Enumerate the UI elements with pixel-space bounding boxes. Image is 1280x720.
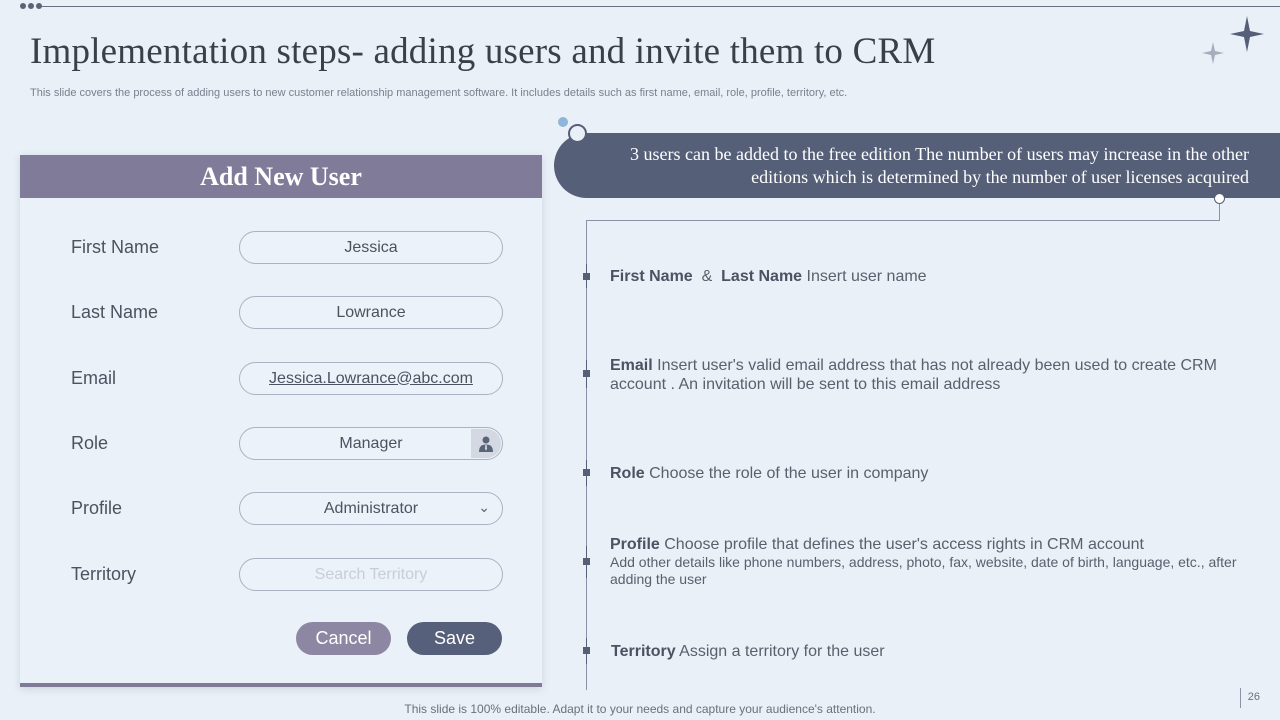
email-input[interactable] [239,362,503,395]
role-label: Role [71,433,109,453]
step-name-text: Insert user name [802,268,927,285]
cancel-button[interactable]: Cancel [296,622,391,655]
add-user-form [20,155,542,687]
top-dots [20,3,42,9]
step-name-joiner: & [692,268,722,285]
step-territory [611,642,1251,661]
timeline-top-line [586,220,1220,221]
first-name-value: Jessica [344,238,398,256]
step-profile-extra: Add other details like phone numbers, address, photo, fax, website, date of birth, language, etc., after adding the user [610,554,1237,587]
step-email-text: Insert user's valid email address that has not already been used to create CRM account . An invitation will be sent to this email address [610,357,1217,393]
page-number: 26 [1240,688,1280,708]
step-territory-text: Assign a territory for the user [675,643,885,660]
email-label: Email [71,368,117,388]
first-name-input[interactable] [239,231,503,264]
last-name-input[interactable] [239,296,503,329]
top-rule [40,6,1280,7]
save-button[interactable]: Save [407,622,502,655]
role-input[interactable] [239,427,503,460]
step-name-label-2: Last Name [721,268,803,285]
first-name-row [20,231,542,265]
timeline-marker [583,273,590,280]
step-role [610,464,1250,483]
first-name-label: First Name [71,237,160,257]
step-name [610,267,1250,286]
profile-value: Administrator [323,499,419,517]
slide-subtitle: This slide covers the process of adding users to new customer relationship management software. It includes details such as first name, email, role, profile, territory, etc. [30,87,848,99]
user-icon[interactable] [471,429,501,458]
slide-title: Implementation steps- adding users and invite them to CRM [30,31,936,72]
step-role-label: Role [610,465,645,482]
decor-dot [558,117,568,127]
email-value: Jessica.Lowrance@abc.com [269,369,473,387]
territory-input[interactable] [240,566,502,584]
territory-label: Territory [71,564,137,584]
form-header: Add New User [20,155,542,198]
timeline-marker [583,558,590,565]
decor-ring [568,124,587,143]
territory-row [20,558,542,592]
timeline-marker [583,469,590,476]
step-profile-text: Choose profile that defines the user's access rights in CRM account [659,536,1144,553]
step-name-label-1: First Name [610,268,693,285]
step-territory-label: Territory [611,643,676,660]
profile-row [20,492,542,526]
timeline-marker [583,370,590,377]
territory-search-input[interactable] [239,558,503,591]
step-role-text: Choose the role of the user in company [644,465,929,482]
footer-note: This slide is 100% editable. Adapt it to your needs and capture your audience's attention. [404,702,876,716]
last-name-value: Lowrance [336,303,406,321]
email-row [20,362,542,396]
step-email-label: Email [610,357,653,374]
step-email [610,356,1230,394]
chevron-down-icon[interactable]: ⌄ [478,499,490,515]
step-profile-label: Profile [610,536,660,553]
profile-label: Profile [71,498,123,518]
profile-select[interactable] [239,492,503,525]
last-name-label: Last Name [71,302,159,322]
info-banner: 3 users can be added to the free edition The number of users may increase in the other editions which is determined by the number of user licenses acquired [554,133,1280,198]
timeline-marker [583,647,590,654]
sparkle-icon [1196,12,1270,70]
timeline-end-circle [1214,193,1225,204]
timeline-line [586,220,587,690]
last-name-row [20,296,542,330]
role-row [20,427,542,461]
step-profile [610,535,1240,588]
role-value: Manager [339,434,403,452]
